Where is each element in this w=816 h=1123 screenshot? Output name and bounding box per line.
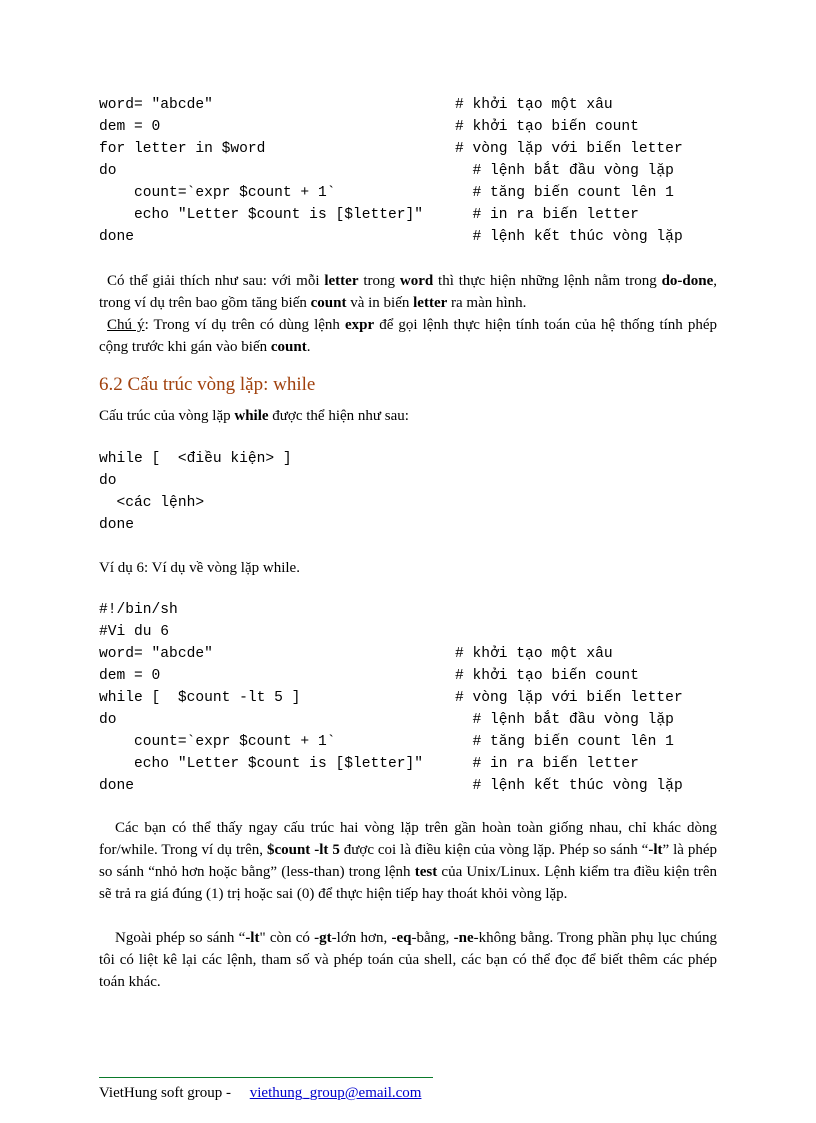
code-block-syntax	[99, 448, 292, 558]
note-label: Chú ý	[107, 317, 145, 333]
code-line: dem = 0	[99, 668, 161, 684]
code-line: word= "abcde"	[99, 97, 213, 113]
paragraph-comparison: Các bạn có thể thấy ngay cấu trúc hai vòng lặp trên gần hoàn toàn giống nhau, chỉ khác dòng for/while. Trong ví dụ trên, $count -lt 5 được coi là điều kiện của vòng lặp. Phép so sánh “-lt” là phép so sánh “nhỏ hơn hoặc bằng” (less-than) trong lệnh test của Unix/Linux. Lệnh kiểm tra điều kiện trên sẽ trả ra giá đúng (1) trị hoặc sai (0) để thực hiện tiếp hay thoát khỏi vòng lặp.	[99, 820, 718, 902]
code-line: count=`expr $count + 1`	[99, 185, 336, 201]
paragraph-explanation: Có thể giải thích như sau: với mỗi letter trong word thì thực hiện những lệnh nằm trong do-done, trong ví dụ trên bao gồm tăng biến count và in biến letter ra màn hình.	[99, 273, 717, 311]
code-line: dem = 0	[99, 119, 161, 135]
footer-email-link[interactable]: viethung_group@email.com	[249, 1085, 422, 1101]
code-comment: # vòng lặp với biến letter	[455, 141, 683, 157]
paragraph-note: Chú ý: Trong ví dụ trên có dùng lệnh expr để gọi lệnh thực hiện tính toán của hệ thống tính phép cộng trước khi gán vào biến count.	[99, 317, 717, 355]
code-line: #Vi du 6	[99, 624, 170, 640]
code-comment: # lệnh bắt đầu vòng lặp	[455, 163, 674, 179]
code-comment: # lệnh kết thúc vòng lặp	[455, 229, 683, 245]
code-line: echo "Letter $count is [$letter]"	[99, 756, 424, 772]
code-block-1	[99, 94, 739, 248]
code-line: done	[99, 778, 135, 794]
code-comment: # in ra biến letter	[455, 207, 639, 223]
code-comment: # in ra biến letter	[455, 756, 639, 772]
footer	[99, 1085, 421, 1102]
footer-divider	[99, 1077, 433, 1078]
code-comment: # khởi tạo một xâu	[455, 97, 613, 113]
code-comment: # lệnh kết thúc vòng lặp	[455, 778, 683, 794]
code-line: do	[99, 473, 117, 489]
code-comment: # tăng biến count lên 1	[455, 185, 674, 201]
paragraph-operators: Ngoài phép so sánh “-lt" còn có -gt-lớn hơn, -eq-bằng, -ne-không bằng. Trong phần phụ lục chúng tôi có liệt kê lại các lệnh, tham số và phép toán của shell, các bạn có thể đọc để biết thêm các phép toán khác.	[99, 930, 718, 990]
section-heading: 6.2 Cấu trúc vòng lặp: while	[99, 374, 316, 395]
code-line: while [ $count -lt 5 ]	[99, 690, 301, 706]
code-block-2	[99, 599, 739, 797]
code-line: <các lệnh>	[99, 495, 205, 511]
code-comment: # khởi tạo biến count	[455, 668, 639, 684]
example-title: Ví dụ 6: Ví dụ về vòng lặp while.	[99, 560, 300, 576]
footer-text: VietHung soft group -	[99, 1085, 250, 1101]
code-line: count=`expr $count + 1`	[99, 734, 336, 750]
code-line: done	[99, 517, 135, 533]
code-line: do	[99, 712, 117, 728]
code-comment: # vòng lặp với biến letter	[455, 690, 683, 706]
code-comment: # khởi tạo biến count	[455, 119, 639, 135]
code-line: word= "abcde"	[99, 646, 213, 662]
code-comment: # khởi tạo một xâu	[455, 646, 613, 662]
code-line: while [ <điều kiện> ]	[99, 451, 292, 467]
code-line: do	[99, 163, 117, 179]
code-comment: # lệnh bắt đầu vòng lặp	[455, 712, 674, 728]
paragraph-intro: Cấu trúc của vòng lặp while được thể hiện như sau:	[99, 408, 409, 424]
code-line: #!/bin/sh	[99, 602, 178, 618]
code-line: echo "Letter $count is [$letter]"	[99, 207, 424, 223]
code-line: for letter in $word	[99, 141, 266, 157]
code-comment: # tăng biến count lên 1	[455, 734, 674, 750]
code-line: done	[99, 229, 135, 245]
